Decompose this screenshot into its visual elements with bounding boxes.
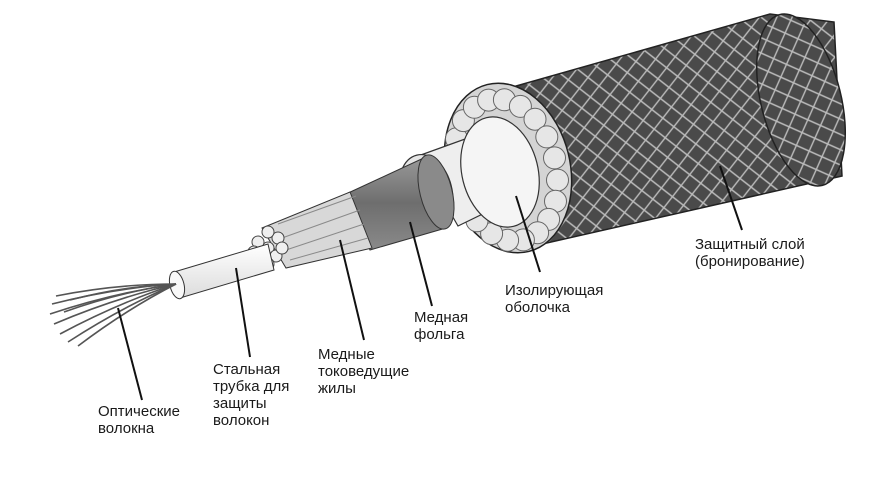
armor-strand: [536, 126, 558, 148]
optical-fibers: [50, 284, 176, 346]
label-optical-fibers: [98, 403, 180, 437]
label-steel-tube-line-2: трубка для: [213, 378, 290, 395]
label-copper-foil-line-2: фольга: [414, 326, 465, 343]
conductor-wire-end: [262, 226, 274, 238]
label-armor-layer-line-1: Защитный слой: [695, 236, 805, 253]
label-optical-fibers-line-1: Оптические: [98, 403, 180, 420]
label-copper-conductors-line-2: токоведущие: [318, 363, 410, 380]
label-armor-layer: [695, 236, 805, 270]
leader-optical-fibers: [118, 308, 142, 400]
label-optical-fibers-line-2: волокна: [98, 420, 155, 437]
label-insulating-sheath: [505, 282, 603, 316]
label-insulating-sheath-line-2: оболочка: [505, 299, 570, 316]
label-steel-tube-line-1: Стальная: [213, 361, 281, 378]
armor-strand: [544, 147, 566, 169]
label-steel-tube: [213, 361, 289, 429]
label-copper-foil: [414, 309, 468, 343]
label-copper-conductors-line-1: Медные: [318, 346, 375, 363]
label-steel-tube-line-4: волокон: [213, 412, 270, 429]
label-steel-tube-line-3: защиты: [213, 395, 267, 412]
leader-copper-conductors: [340, 240, 364, 340]
label-armor-layer-line-2: (бронирование): [695, 253, 805, 270]
conductor-wire-end: [276, 242, 288, 254]
leader-steel-tube: [236, 268, 250, 357]
steel-tube: [167, 244, 274, 300]
label-copper-conductors: [318, 346, 409, 397]
label-copper-foil-line-1: Медная: [414, 309, 469, 326]
label-insulating-sheath-line-1: Изолирующая: [505, 282, 604, 299]
armor-strand: [547, 169, 569, 191]
label-copper-conductors-line-3: жилы: [318, 380, 356, 397]
